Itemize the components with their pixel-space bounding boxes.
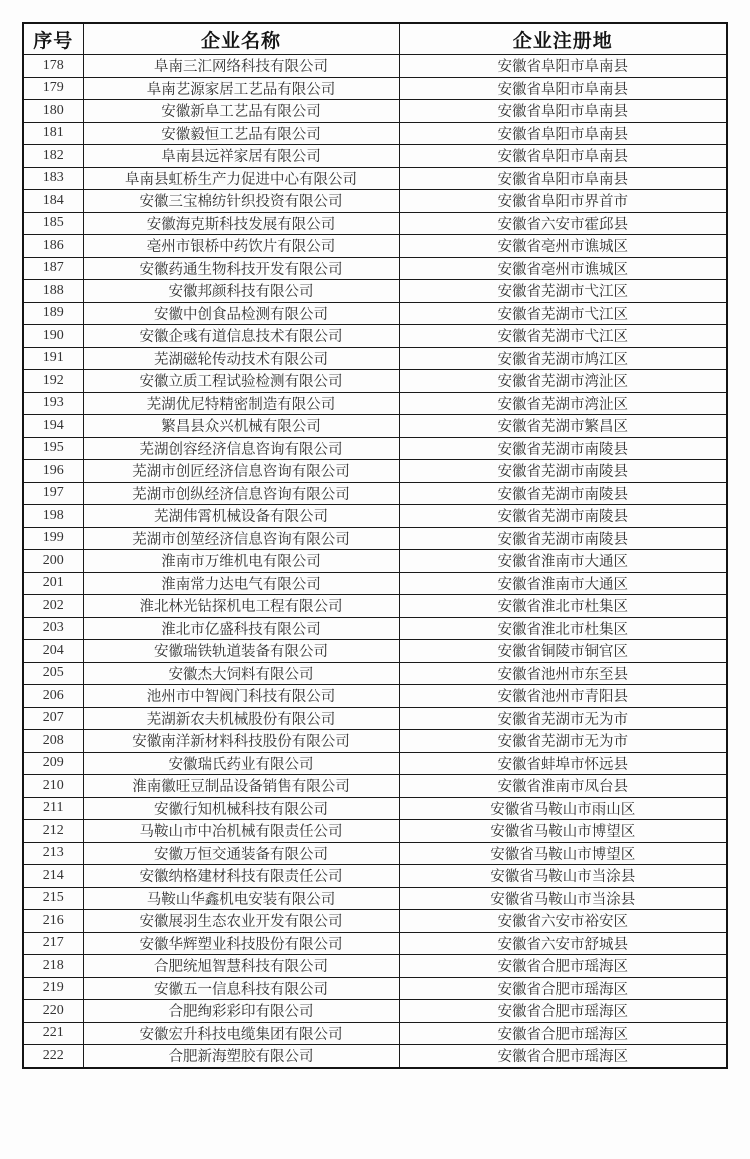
cell-index: 205 xyxy=(23,662,83,685)
cell-location: 安徽省淮北市杜集区 xyxy=(399,617,727,640)
cell-name: 安徽企彧有道信息技术有限公司 xyxy=(83,325,399,348)
cell-index: 214 xyxy=(23,865,83,888)
table-row xyxy=(23,707,727,730)
cell-index: 203 xyxy=(23,617,83,640)
cell-index: 211 xyxy=(23,797,83,820)
table-row xyxy=(23,752,727,775)
cell-index: 184 xyxy=(23,190,83,213)
cell-location: 安徽省铜陵市铜官区 xyxy=(399,640,727,663)
cell-location: 安徽省淮南市凤台县 xyxy=(399,775,727,798)
cell-index: 183 xyxy=(23,167,83,190)
cell-location: 安徽省芜湖市南陵县 xyxy=(399,527,727,550)
cell-name: 芜湖市创纵经济信息咨询有限公司 xyxy=(83,482,399,505)
cell-location: 安徽省芜湖市湾沚区 xyxy=(399,370,727,393)
cell-name: 安徽五一信息科技有限公司 xyxy=(83,977,399,1000)
cell-name: 安徽宏升科技电缆集团有限公司 xyxy=(83,1022,399,1045)
table-row xyxy=(23,617,727,640)
table-row xyxy=(23,460,727,483)
table-row xyxy=(23,122,727,145)
cell-name: 安徽瑞铁轨道装备有限公司 xyxy=(83,640,399,663)
table-row xyxy=(23,145,727,168)
header-cell-location: 企业注册地 xyxy=(399,23,727,55)
table-row xyxy=(23,527,727,550)
table-row xyxy=(23,977,727,1000)
cell-location: 安徽省阜阳市阜南县 xyxy=(399,145,727,168)
cell-index: 189 xyxy=(23,302,83,325)
table-row xyxy=(23,257,727,280)
cell-name: 安徽三宝棉纺针织投资有限公司 xyxy=(83,190,399,213)
table-row xyxy=(23,280,727,303)
cell-index: 182 xyxy=(23,145,83,168)
cell-index: 218 xyxy=(23,955,83,978)
cell-location: 安徽省六安市裕安区 xyxy=(399,910,727,933)
cell-index: 181 xyxy=(23,122,83,145)
cell-location: 安徽省阜阳市阜南县 xyxy=(399,167,727,190)
table-row xyxy=(23,392,727,415)
cell-location: 安徽省马鞍山市当涂县 xyxy=(399,887,727,910)
cell-name: 芜湖伟霄机械设备有限公司 xyxy=(83,505,399,528)
cell-name: 安徽瑞氏药业有限公司 xyxy=(83,752,399,775)
cell-name: 安徽毅恒工艺品有限公司 xyxy=(83,122,399,145)
cell-name: 安徽中创食品检测有限公司 xyxy=(83,302,399,325)
cell-location: 安徽省六安市舒城县 xyxy=(399,932,727,955)
table-row xyxy=(23,865,727,888)
cell-name: 安徽行知机械科技有限公司 xyxy=(83,797,399,820)
cell-index: 185 xyxy=(23,212,83,235)
table-body xyxy=(23,55,727,1068)
cell-location: 安徽省芜湖市南陵县 xyxy=(399,505,727,528)
cell-name: 淮南徽旺豆制品设备销售有限公司 xyxy=(83,775,399,798)
cell-name: 安徽万恒交通装备有限公司 xyxy=(83,842,399,865)
cell-index: 212 xyxy=(23,820,83,843)
cell-name: 安徽华辉塑业科技股份有限公司 xyxy=(83,932,399,955)
table-row xyxy=(23,797,727,820)
table-row xyxy=(23,505,727,528)
cell-name: 阜南县远祥家居有限公司 xyxy=(83,145,399,168)
table-row xyxy=(23,910,727,933)
cell-index: 192 xyxy=(23,370,83,393)
cell-location: 安徽省合肥市瑶海区 xyxy=(399,1000,727,1023)
cell-index: 208 xyxy=(23,730,83,753)
cell-name: 安徽杰大饲料有限公司 xyxy=(83,662,399,685)
table-row xyxy=(23,1045,727,1068)
table-row xyxy=(23,550,727,573)
table-row xyxy=(23,100,727,123)
cell-index: 180 xyxy=(23,100,83,123)
cell-location: 安徽省芜湖市湾沚区 xyxy=(399,392,727,415)
cell-location: 安徽省池州市东至县 xyxy=(399,662,727,685)
cell-name: 芜湖市创匠经济信息咨询有限公司 xyxy=(83,460,399,483)
cell-index: 209 xyxy=(23,752,83,775)
cell-name: 马鞍山市中冶机械有限责任公司 xyxy=(83,820,399,843)
cell-name: 池州市中智阀门科技有限公司 xyxy=(83,685,399,708)
cell-index: 198 xyxy=(23,505,83,528)
table-row xyxy=(23,190,727,213)
cell-name: 合肥统旭智慧科技有限公司 xyxy=(83,955,399,978)
cell-name: 芜湖新农夫机械股份有限公司 xyxy=(83,707,399,730)
cell-location: 安徽省芜湖市鸠江区 xyxy=(399,347,727,370)
cell-index: 194 xyxy=(23,415,83,438)
cell-location: 安徽省阜阳市界首市 xyxy=(399,190,727,213)
cell-location: 安徽省芜湖市繁昌区 xyxy=(399,415,727,438)
table-row xyxy=(23,1022,727,1045)
cell-index: 207 xyxy=(23,707,83,730)
cell-location: 安徽省阜阳市阜南县 xyxy=(399,77,727,100)
table-row xyxy=(23,932,727,955)
table-row xyxy=(23,55,727,78)
header-cell-index: 序号 xyxy=(23,23,83,55)
cell-index: 186 xyxy=(23,235,83,258)
cell-index: 215 xyxy=(23,887,83,910)
cell-index: 213 xyxy=(23,842,83,865)
cell-name: 繁昌县众兴机械有限公司 xyxy=(83,415,399,438)
cell-location: 安徽省马鞍山市博望区 xyxy=(399,842,727,865)
table-row xyxy=(23,955,727,978)
cell-name: 芜湖优尼特精密制造有限公司 xyxy=(83,392,399,415)
cell-location: 安徽省芜湖市无为市 xyxy=(399,707,727,730)
table-row xyxy=(23,595,727,618)
cell-location: 安徽省芜湖市南陵县 xyxy=(399,482,727,505)
table-row xyxy=(23,415,727,438)
table-row xyxy=(23,212,727,235)
cell-location: 安徽省马鞍山市当涂县 xyxy=(399,865,727,888)
cell-index: 222 xyxy=(23,1045,83,1068)
cell-location: 安徽省蚌埠市怀远县 xyxy=(399,752,727,775)
table-row xyxy=(23,370,727,393)
table-row xyxy=(23,1000,727,1023)
cell-location: 安徽省淮北市杜集区 xyxy=(399,595,727,618)
cell-index: 210 xyxy=(23,775,83,798)
table-row xyxy=(23,347,727,370)
cell-location: 安徽省芜湖市南陵县 xyxy=(399,437,727,460)
cell-location: 安徽省芜湖市弋江区 xyxy=(399,280,727,303)
cell-location: 安徽省合肥市瑶海区 xyxy=(399,1045,727,1068)
cell-name: 安徽邦颜科技有限公司 xyxy=(83,280,399,303)
cell-location: 安徽省芜湖市无为市 xyxy=(399,730,727,753)
cell-name: 淮北林光钻探机电工程有限公司 xyxy=(83,595,399,618)
cell-name: 淮南常力达电气有限公司 xyxy=(83,572,399,595)
table-row xyxy=(23,235,727,258)
cell-name: 安徽立质工程试验检测有限公司 xyxy=(83,370,399,393)
cell-location: 安徽省亳州市谯城区 xyxy=(399,257,727,280)
cell-name: 安徽展羽生态农业开发有限公司 xyxy=(83,910,399,933)
cell-name: 芜湖创容经济信息咨询有限公司 xyxy=(83,437,399,460)
header-cell-name: 企业名称 xyxy=(83,23,399,55)
cell-name: 合肥绚彩彩印有限公司 xyxy=(83,1000,399,1023)
cell-name: 马鞍山华鑫机电安装有限公司 xyxy=(83,887,399,910)
company-table xyxy=(22,22,728,1069)
cell-name: 芜湖市创堃经济信息咨询有限公司 xyxy=(83,527,399,550)
table-row xyxy=(23,167,727,190)
cell-name: 淮南市万维机电有限公司 xyxy=(83,550,399,573)
cell-index: 206 xyxy=(23,685,83,708)
cell-index: 188 xyxy=(23,280,83,303)
cell-name: 安徽纳格建材科技有限责任公司 xyxy=(83,865,399,888)
cell-index: 216 xyxy=(23,910,83,933)
cell-location: 安徽省六安市霍邱县 xyxy=(399,212,727,235)
cell-location: 安徽省合肥市瑶海区 xyxy=(399,955,727,978)
cell-location: 安徽省阜阳市阜南县 xyxy=(399,55,727,78)
cell-location: 安徽省合肥市瑶海区 xyxy=(399,977,727,1000)
cell-location: 安徽省亳州市谯城区 xyxy=(399,235,727,258)
cell-location: 安徽省马鞍山市雨山区 xyxy=(399,797,727,820)
cell-name: 芜湖磁轮传动技术有限公司 xyxy=(83,347,399,370)
cell-name: 安徽新阜工艺品有限公司 xyxy=(83,100,399,123)
table-row xyxy=(23,77,727,100)
cell-location: 安徽省马鞍山市博望区 xyxy=(399,820,727,843)
table-row xyxy=(23,482,727,505)
cell-index: 193 xyxy=(23,392,83,415)
cell-index: 178 xyxy=(23,55,83,78)
cell-name: 安徽南洋新材料科技股份有限公司 xyxy=(83,730,399,753)
cell-index: 204 xyxy=(23,640,83,663)
cell-index: 220 xyxy=(23,1000,83,1023)
cell-index: 191 xyxy=(23,347,83,370)
cell-index: 221 xyxy=(23,1022,83,1045)
table-row xyxy=(23,572,727,595)
cell-name: 亳州市银桥中药饮片有限公司 xyxy=(83,235,399,258)
cell-name: 阜南三汇网络科技有限公司 xyxy=(83,55,399,78)
table-row xyxy=(23,437,727,460)
table-row xyxy=(23,302,727,325)
cell-location: 安徽省芜湖市南陵县 xyxy=(399,460,727,483)
cell-index: 200 xyxy=(23,550,83,573)
cell-index: 179 xyxy=(23,77,83,100)
cell-location: 安徽省池州市青阳县 xyxy=(399,685,727,708)
table-row xyxy=(23,842,727,865)
cell-index: 201 xyxy=(23,572,83,595)
cell-name: 安徽海克斯科技发展有限公司 xyxy=(83,212,399,235)
cell-location: 安徽省芜湖市弋江区 xyxy=(399,302,727,325)
table-row xyxy=(23,325,727,348)
table-row xyxy=(23,820,727,843)
table-row xyxy=(23,887,727,910)
cell-name: 淮北市亿盛科技有限公司 xyxy=(83,617,399,640)
cell-name: 安徽药通生物科技开发有限公司 xyxy=(83,257,399,280)
cell-index: 190 xyxy=(23,325,83,348)
cell-location: 安徽省淮南市大通区 xyxy=(399,572,727,595)
cell-name: 合肥新海塑胶有限公司 xyxy=(83,1045,399,1068)
cell-index: 195 xyxy=(23,437,83,460)
cell-location: 安徽省芜湖市弋江区 xyxy=(399,325,727,348)
cell-name: 阜南艺源家居工艺品有限公司 xyxy=(83,77,399,100)
cell-location: 安徽省淮南市大通区 xyxy=(399,550,727,573)
table-row xyxy=(23,775,727,798)
table-header-row xyxy=(23,23,727,55)
cell-index: 196 xyxy=(23,460,83,483)
table-row xyxy=(23,685,727,708)
cell-location: 安徽省阜阳市阜南县 xyxy=(399,122,727,145)
cell-name: 阜南县虹桥生产力促进中心有限公司 xyxy=(83,167,399,190)
cell-index: 202 xyxy=(23,595,83,618)
cell-index: 197 xyxy=(23,482,83,505)
cell-location: 安徽省合肥市瑶海区 xyxy=(399,1022,727,1045)
table-row xyxy=(23,662,727,685)
cell-index: 187 xyxy=(23,257,83,280)
cell-index: 199 xyxy=(23,527,83,550)
table-row xyxy=(23,640,727,663)
cell-index: 219 xyxy=(23,977,83,1000)
cell-location: 安徽省阜阳市阜南县 xyxy=(399,100,727,123)
table-row xyxy=(23,730,727,753)
cell-index: 217 xyxy=(23,932,83,955)
